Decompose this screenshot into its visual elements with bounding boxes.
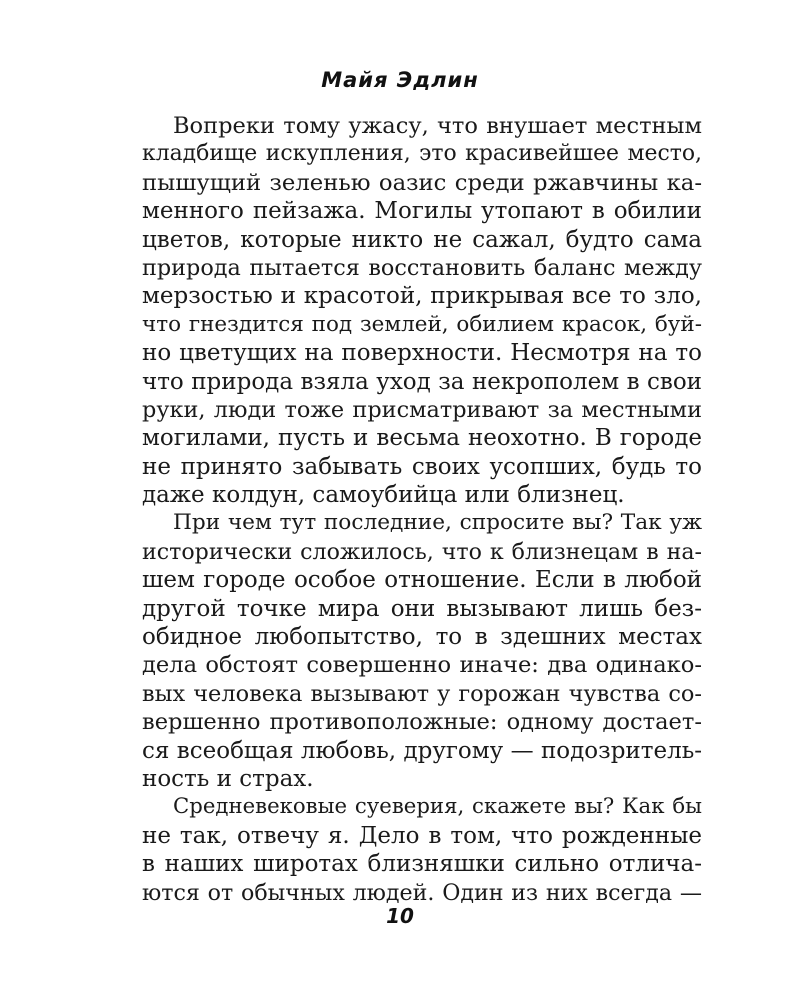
text-line: менного пейзажа. Могилы утопают в обилии — [142, 198, 702, 225]
text-line: Вопреки тому ужасу, что внушает местным — [173, 113, 702, 139]
paragraph — [142, 509, 702, 793]
text-line: вых человека вызывают у горожан чувства со- — [142, 680, 702, 707]
paragraph — [142, 793, 702, 907]
paragraph — [142, 112, 702, 509]
text-line: ность и страх. — [142, 765, 314, 792]
text-line: даже колдун, самоубийца или близнец. — [142, 482, 625, 509]
text-line: исторически сложилось, что к близнецам в на- — [142, 538, 702, 565]
text-line: не принято забывать своих усопших, будь то — [142, 453, 702, 480]
text-line: но цветущих на поверхности. Несмотря на то — [142, 340, 702, 367]
text-line: шем городе особое отношение. Если в любой — [142, 567, 702, 594]
text-line: ются от обычных людей. Один из них всегда — — [142, 879, 702, 906]
text-line: пышущий зеленью оазис среди ржавчины ка- — [142, 169, 702, 196]
text-line: мерзостью и красотой, прикрывая все то зло, — [142, 283, 702, 310]
text-line: природа пытается восстановить баланс между — [142, 254, 702, 281]
text-line: ся всеобщая любовь, другому — подозритель- — [142, 737, 702, 764]
text-line: что природа взяла уход за некрополем в свои — [142, 368, 702, 395]
text-line: вершенно противоположные: одному достает- — [142, 709, 702, 736]
page-number: 10 — [386, 904, 414, 928]
text-line: дела обстоят совершенно иначе: два одинако- — [142, 652, 702, 679]
text-line: При чем тут последние, спросите вы? Так уж — [173, 510, 702, 536]
body-text — [142, 112, 702, 907]
running-head-author: Майя Эдлин — [321, 68, 479, 92]
text-line: цветов, которые никто не сажал, будто сама — [142, 226, 702, 253]
text-line: могилами, пусть и весьма неохотно. В городе — [142, 425, 702, 452]
text-line: кладбище искупления, это красивейшее место, — [142, 141, 702, 167]
text-line: руки, люди тоже присматривают за местными — [142, 396, 702, 423]
text-line: обидное любопытство, то в здешних местах — [142, 624, 702, 651]
text-line: что гнездится под землей, обилием красок, буй- — [142, 311, 702, 337]
text-line: в наших широтах близняшки сильно отлича- — [142, 851, 702, 878]
text-line: Средневековые суеверия, скажете вы? Как бы — [173, 794, 702, 820]
text-line: другой точке мира они вызывают лишь без- — [142, 595, 702, 622]
text-line: не так, отвечу я. Дело в том, что рожденные — [142, 822, 702, 849]
